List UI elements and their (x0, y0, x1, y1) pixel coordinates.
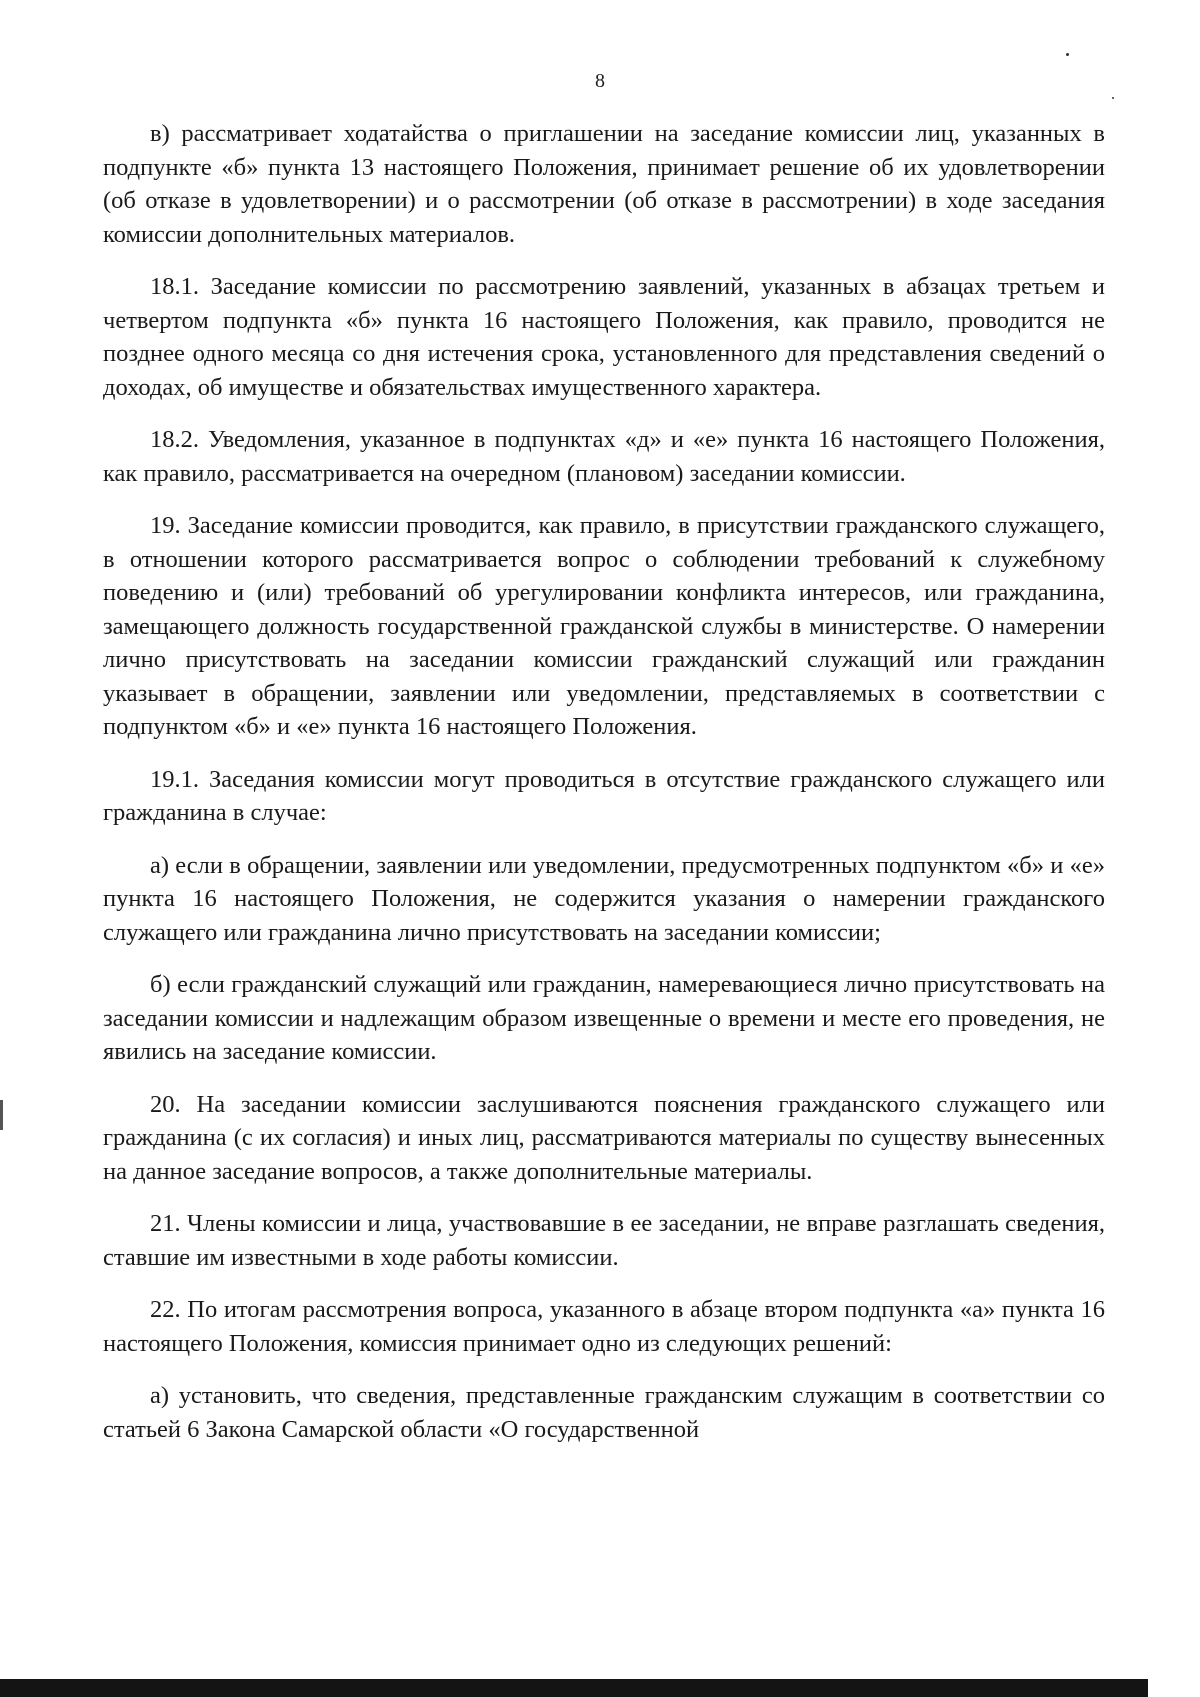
paragraph-19-1: 19.1. Заседания комиссии могут проводиться в отсутствие гражданского служащего или гражданина в случае: (103, 765, 1105, 826)
paragraph-18-1: 18.1. Заседание комиссии по рассмотрению заявлений, указанных в абзацах третьем и четвертом подпункта «б» пункта 16 настоящего Положения, как правило, проводится не позднее одного месяца со дня истечения срока, установленного для представления сведений о доходах, об имуществе и обязательствах имущественного характера. (103, 273, 1105, 401)
paragraph-1-v: в) рассматривает ходатайства о приглашении на заседание комиссии лиц, указанных в подпункте «б» пункта 13 настоящего Положения, принимает решение об их удовлетворении (об отказе в удовлетворении) и о рассмотрении (об отказе в рассмотрении) в ходе заседания комиссии дополнительных материалов. (103, 120, 1105, 248)
paragraph-19-1-a: а) если в обращении, заявлении или уведомлении, предусмотренных подпунктом «б» и «е» пункта 16 настоящего Положения, не содержится указания о намерении гражданского служащего или гражданина лично присутствовать на заседании комиссии; (103, 851, 1105, 946)
scan-speck (1112, 97, 1114, 99)
scan-edge-mark (0, 1100, 3, 1130)
paragraph-20: 20. На заседании комиссии заслушиваются пояснения гражданского служащего или гражданина (с их согласия) и иных лиц, рассматриваются материалы по существу вынесенных на данное заседание вопросов, а также дополнительные материалы. (103, 1090, 1105, 1185)
paragraph-19: 19. Заседание комиссии проводится, как правило, в присутствии гражданского служащего, в отношении которого рассматривается вопрос о соблюдении требований к служебному поведению и (или) требований об урегулировании конфликта интересов, или гражданина, замещающего должность государственной гражданской службы в министерстве. О намерении лично присутствовать на заседании комиссии гражданский служащий или гражданин указывает в обращении, заявлении или уведомлении, представляемых в соответствии с подпунктом «б» и «е» пункта 16 настоящего Положения. (103, 512, 1105, 740)
paragraph-22-a: а) установить, что сведения, представленные гражданским служащим в соответствии со статьей 6 Закона Самарской области «О государственной (103, 1382, 1105, 1443)
paragraph-19-1-b: б) если гражданский служащий или гражданин, намеревающиеся лично присутствовать на заседании комиссии и надлежащим образом извещенные о времени и месте его проведения, не явились на заседание комиссии. (103, 971, 1105, 1065)
paragraph-18-2: 18.2. Уведомления, указанное в подпунктах «д» и «е» пункта 16 настоящего Положения, как правило, рассматривается на очередном (плановом) заседании комиссии. (103, 426, 1105, 487)
paragraph-22: 22. По итогам рассмотрения вопроса, указанного в абзаце втором подпункта «а» пункта 16 настоящего Положения, комиссия принимает одно из следующих решений: (103, 1296, 1105, 1357)
page-number: 8 (595, 70, 605, 92)
paragraph-21: 21. Члены комиссии и лица, участвовавшие в ее заседании, не вправе разглашать сведения, ставшие им известными в ходе работы комиссии. (103, 1210, 1105, 1271)
scan-speck (1066, 53, 1069, 56)
document-body (103, 117, 1105, 1465)
scan-bottom-border (0, 1679, 1148, 1697)
